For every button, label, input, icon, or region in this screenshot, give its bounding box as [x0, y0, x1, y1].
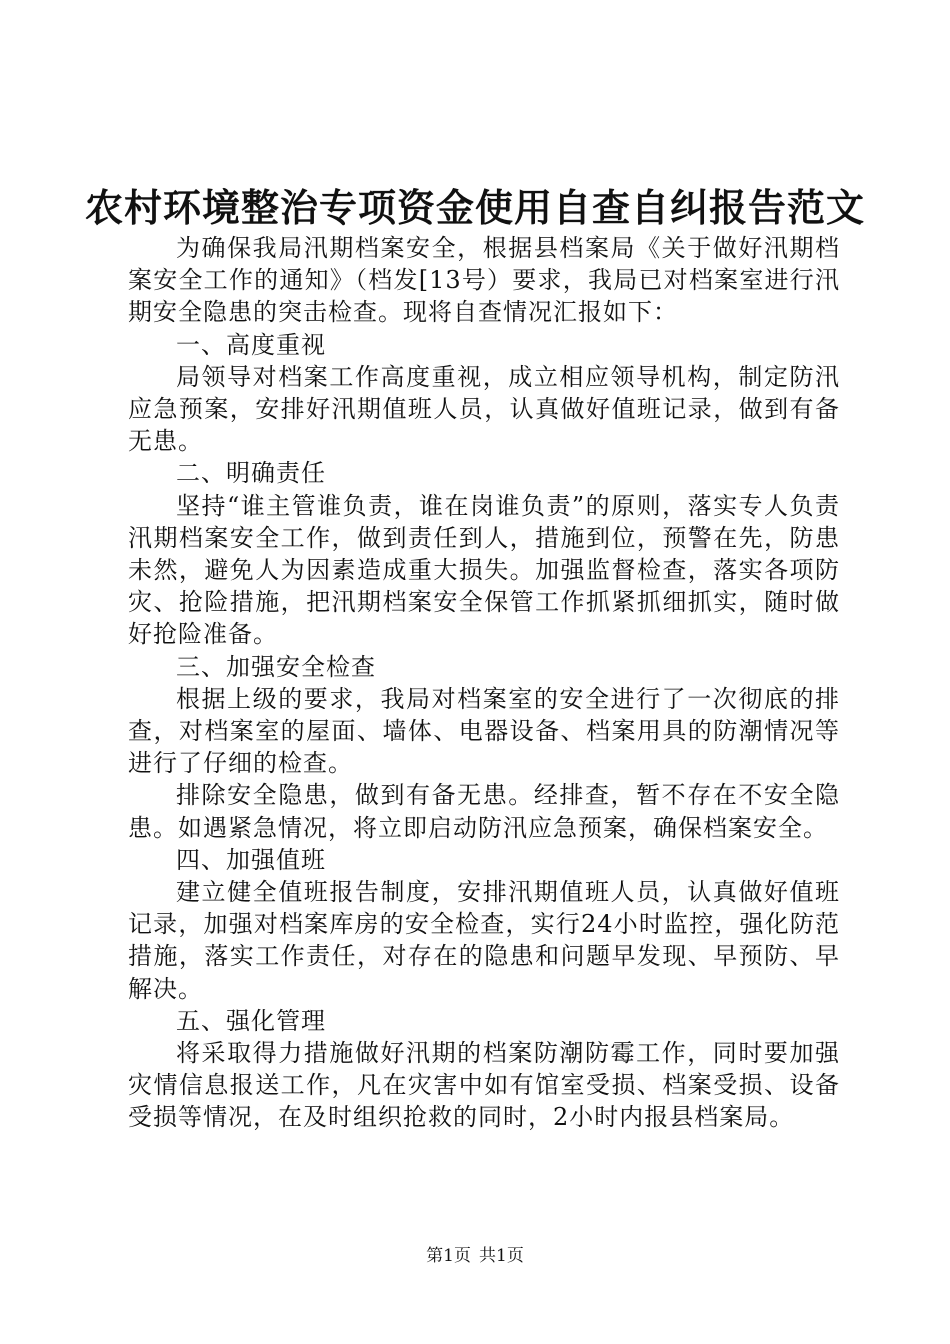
section-4-paragraph: 建立健全值班报告制度，安排汛期值班人员，认真做好值班记录，加强对档案库房的安全检查，实行24小时监控，强化防范措施，落实工作责任，对存在的隐患和问题早发现、早预防、早解决。 — [128, 878, 840, 1003]
section-1-paragraph: 局领导对档案工作高度重视，成立相应领导机构，制定防汛应急预案，安排好汛期值班人员，认真做好值班记录，做到有备无患。 — [128, 362, 840, 456]
document-body — [128, 232, 840, 1134]
section-heading-2: 二、明确责任 — [176, 459, 326, 488]
section-heading-5: 五、强化管理 — [176, 1006, 326, 1035]
section-5-paragraph: 将采取得力措施做好汛期的档案防潮防霉工作，同时要加强灾情信息报送工作，凡在灾害中如有馆室受损、档案受损、设备受损等情况，在及时组织抢救的同时，2小时内报县档案局。 — [128, 1039, 840, 1132]
intro-paragraph: 为确保我局汛期档案安全，根据县档案局《关于做好汛期档案安全工作的通知》（档发[13号）要求，我局已对档案室进行汛期安全隐患的突击检查。现将自查情况汇报如下： — [128, 234, 840, 327]
page-footer — [0, 1245, 950, 1267]
section-3-paragraph-1: 根据上级的要求，我局对档案室的安全进行了一次彻底的排查，对档案室的屋面、墙体、电器设备、档案用具的防潮情况等进行了仔细的检查。 — [128, 684, 840, 778]
section-heading-4: 四、加强值班 — [176, 845, 326, 874]
section-3-paragraph-2: 排除安全隐患，做到有备无患。经排查，暂不存在不安全隐患。如遇紧急情况，将立即启动防汛应急预案，确保档案安全。 — [128, 781, 840, 842]
section-heading-3: 三、加强安全检查 — [176, 652, 376, 681]
page-number: 第1页 — [426, 1246, 471, 1266]
document-title: 农村环境整治专项资金使用自查自纠报告范文 — [84, 185, 865, 230]
section-2-paragraph: 坚持“谁主管谁负责，谁在岗谁负责”的原则，落实专人负责汛期档案安全工作，做到责任到人，措施到位，预警在先，防患未然，避免人为因素造成重大损失。加强监督检查，落实各项防灾、抢险措施，把汛期档案安全保管工作抓紧抓细抓实，随时做好抢险准备。 — [128, 491, 840, 649]
section-heading-1: 一、高度重视 — [176, 330, 326, 359]
page-total: 共1页 — [479, 1246, 524, 1266]
